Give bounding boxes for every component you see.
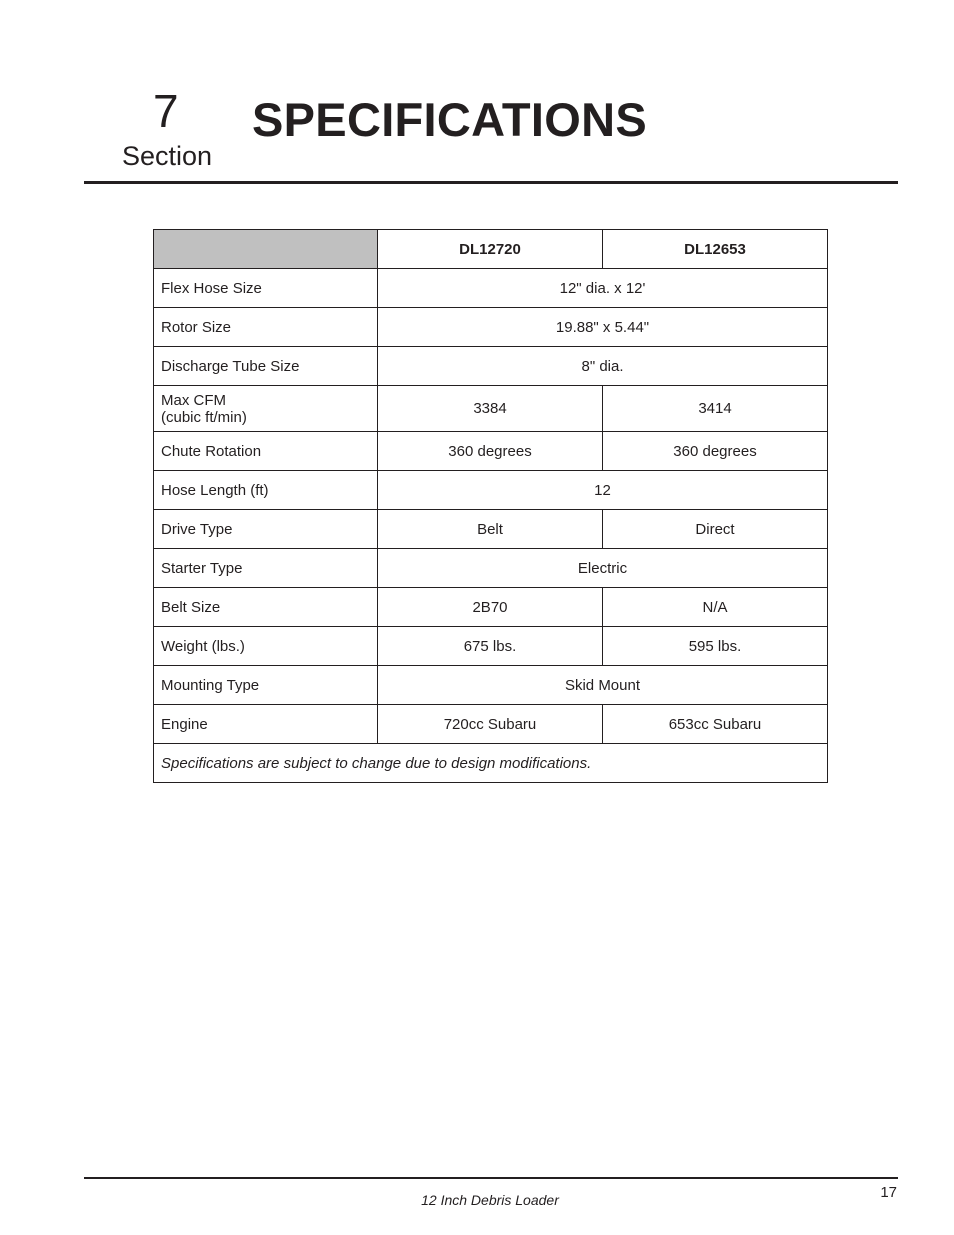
header-cell-blank [154, 230, 378, 269]
row-label: Discharge Tube Size [154, 347, 378, 386]
table-row [154, 269, 828, 308]
row-value-dl12653: Direct [603, 510, 828, 549]
table-row [154, 510, 828, 549]
row-label: Drive Type [154, 510, 378, 549]
table-note: Specifications are subject to change due to design modifications. [154, 744, 828, 783]
row-value-dl12720: 675 lbs. [378, 627, 603, 666]
row-label: Mounting Type [154, 666, 378, 705]
section-word: Section [122, 141, 213, 171]
row-value-dl12653: 3414 [603, 386, 828, 432]
header-cell-dl12720: DL12720 [378, 230, 603, 269]
table-row [154, 386, 828, 432]
row-label: Chute Rotation [154, 432, 378, 471]
row-label: Weight (lbs.) [154, 627, 378, 666]
footer-title: 12 Inch Debris Loader [421, 1192, 559, 1208]
row-label: Flex Hose Size [154, 269, 378, 308]
table-row [154, 666, 828, 705]
row-value-dl12720: 360 degrees [378, 432, 603, 471]
table-row [154, 627, 828, 666]
row-label: Rotor Size [154, 308, 378, 347]
row-value: 19.88" x 5.44" [378, 308, 828, 347]
row-value-dl12653: 653cc Subaru [603, 705, 828, 744]
row-value-dl12720: 720cc Subaru [378, 705, 603, 744]
header-cell-dl12653: DL12653 [603, 230, 828, 269]
header-rule [84, 181, 898, 184]
section-number: 7 [153, 85, 179, 137]
specifications-table [153, 229, 828, 783]
row-label: Hose Length (ft) [154, 471, 378, 510]
row-label [154, 386, 378, 432]
table-row [154, 705, 828, 744]
table-row [154, 308, 828, 347]
row-label: Engine [154, 705, 378, 744]
row-value: Skid Mount [378, 666, 828, 705]
table-row [154, 347, 828, 386]
row-value: Electric [378, 549, 828, 588]
row-value-dl12720: 2B70 [378, 588, 603, 627]
row-label: Starter Type [154, 549, 378, 588]
row-label-main: Max CFM [161, 391, 226, 409]
table-row [154, 549, 828, 588]
footer-rule [84, 1177, 898, 1179]
page-number: 17 [880, 1184, 897, 1201]
page-title: SPECIFICATIONS [252, 93, 648, 146]
table-note-row [154, 744, 828, 783]
row-value: 12 [378, 471, 828, 510]
table-row [154, 432, 828, 471]
row-value-dl12653: 595 lbs. [603, 627, 828, 666]
table-row [154, 471, 828, 510]
row-value-dl12653: N/A [603, 588, 828, 627]
table-header-row [154, 230, 828, 269]
table-row [154, 588, 828, 627]
row-value-dl12720: Belt [378, 510, 603, 549]
row-value-dl12653: 360 degrees [603, 432, 828, 471]
row-label: Belt Size [154, 588, 378, 627]
row-label-sub: (cubic ft/min) [161, 408, 247, 426]
row-value-dl12720: 3384 [378, 386, 603, 432]
row-value: 8" dia. [378, 347, 828, 386]
row-value: 12" dia. x 12' [378, 269, 828, 308]
